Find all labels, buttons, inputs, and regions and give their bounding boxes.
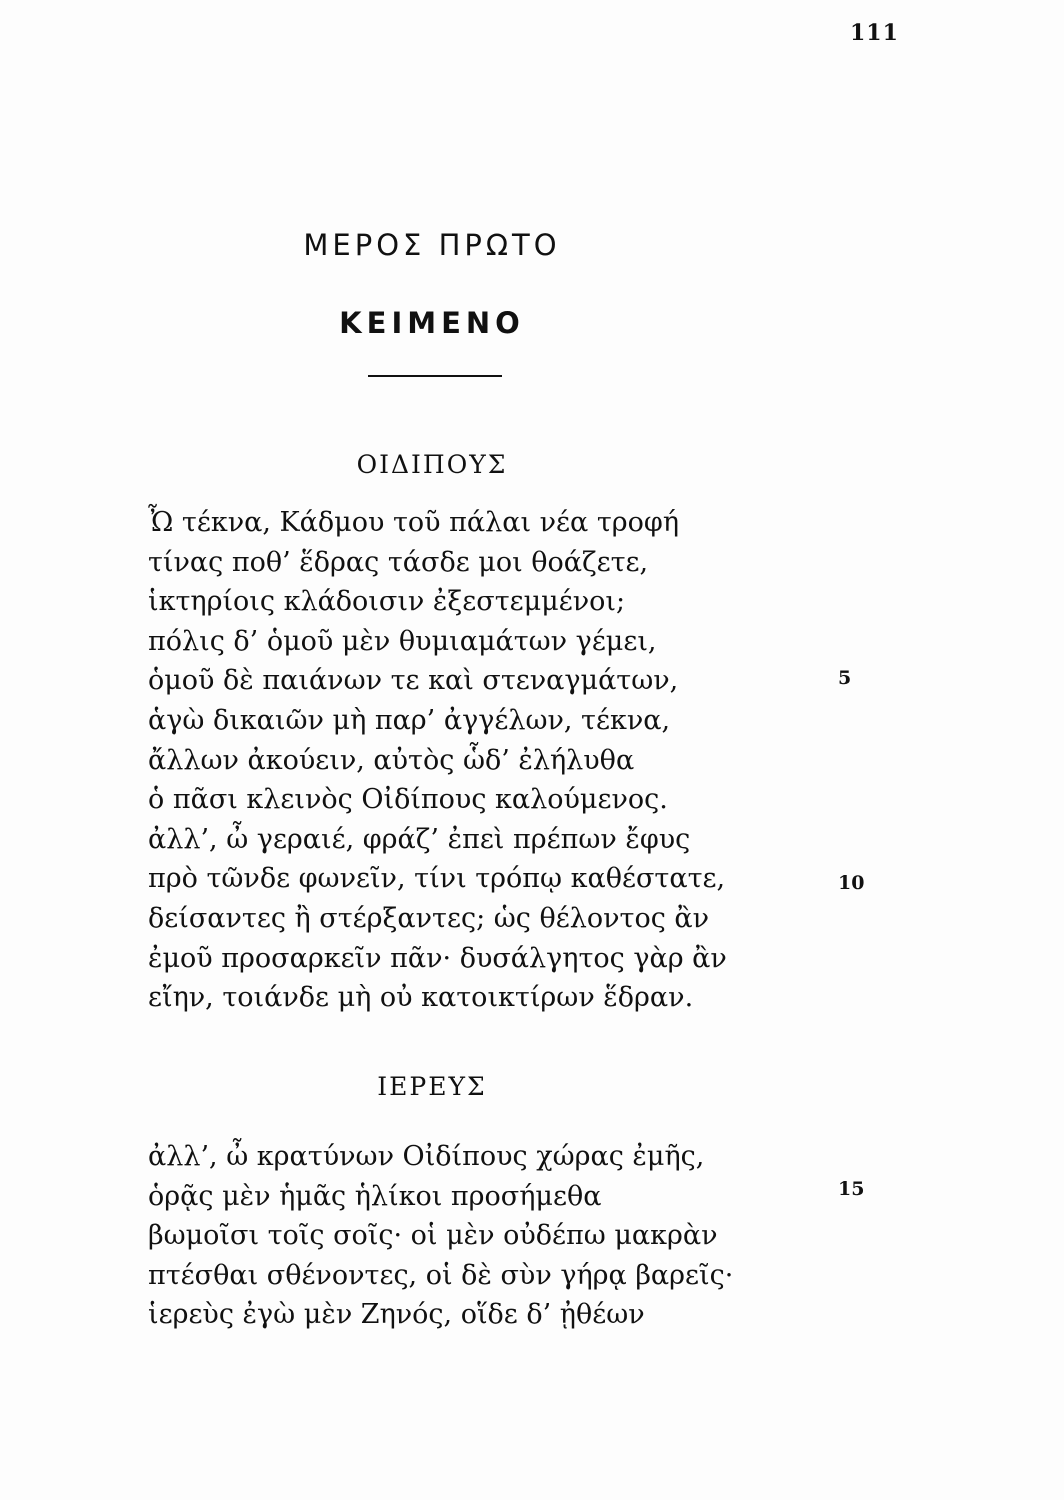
line-number-15: 15 bbox=[838, 1178, 865, 1200]
speaker-oedipus: ΟΙΔΙΠΟΥΣ bbox=[356, 450, 508, 479]
verse-line: Ὦ τέκνα, Κάδμου τοῦ πάλαι νέα τροφή bbox=[148, 507, 680, 538]
verse-line: πρὸ τῶνδε φωνεῖν, τίνι τρόπῳ καθέστατε, bbox=[148, 863, 726, 895]
verse-line: ἁγὼ δικαιῶν μὴ παρ’ ἀγγέλων, τέκνα, bbox=[148, 704, 671, 736]
page-number: 111 bbox=[850, 20, 899, 46]
verse-block-oedipus bbox=[148, 503, 808, 1018]
verse-line: ἀλλ’, ὦ κρατύνων Οἰδίπους χώρας ἐμῆς, bbox=[148, 1141, 705, 1172]
verse-line: ὁ πᾶσι κλεινὸς Οἰδίπους καλούμενος. bbox=[148, 784, 668, 816]
verse-line: ἐμοῦ προσαρκεῖν πᾶν· δυσάλγητος γὰρ ἂν bbox=[148, 942, 727, 974]
verse-line: ὁμοῦ δὲ παιάνων τε καὶ στεναγμάτων, bbox=[148, 665, 679, 697]
verse-line: εἴην, τοιάνδε μὴ οὐ κατοικτίρων ἕδραν. bbox=[148, 982, 694, 1014]
part-title: ΜΕΡΟΣ ΠΡΩΤΟ bbox=[303, 228, 561, 262]
verse-line: ἱερεὺς ἐγὼ μὲν Ζηνός, οἵδε δ’ ᾐθέων bbox=[148, 1299, 645, 1331]
verse-line: τίνας ποθ’ ἕδρας τάσδε μοι θοάζετε, bbox=[148, 546, 649, 578]
verse-line: πτέσθαι σθένοντες, οἱ δὲ σὺν γήρᾳ βαρεῖς· bbox=[148, 1259, 734, 1291]
verse-line: βωμοῖσι τοῖς σοῖς· οἱ μὲν οὐδέπω μακρὰν bbox=[148, 1220, 718, 1252]
verse-line: ἀλλ’, ὦ γεραιέ, φράζ’ ἐπεὶ πρέπων ἔφυς bbox=[148, 823, 691, 855]
line-number-5: 5 bbox=[838, 667, 852, 689]
speaker-priest: ΙΕΡΕΥΣ bbox=[377, 1072, 487, 1101]
verse-line: ἄλλων ἀκούειν, αὐτὸς ὧδ’ ἐλήλυθα bbox=[148, 744, 635, 776]
line-number-10: 10 bbox=[838, 872, 865, 894]
verse-line: ἱκτηρίοις κλάδοισιν ἐξεστεμμένοι; bbox=[148, 586, 626, 618]
verse-line: ὁρᾷς μὲν ἡμᾶς ἡλίκοι προσήμεθα bbox=[148, 1180, 602, 1212]
verse-line: πόλις δ’ ὁμοῦ μὲν θυμιαμάτων γέμει, bbox=[148, 625, 657, 657]
section-title: ΚΕΙΜΕΝΟ bbox=[339, 306, 525, 340]
verse-block-priest bbox=[148, 1137, 808, 1335]
title-divider bbox=[368, 375, 502, 377]
verse-line: δείσαντες ἢ στέρξαντες; ὡς θέλοντος ἂν bbox=[148, 902, 710, 934]
